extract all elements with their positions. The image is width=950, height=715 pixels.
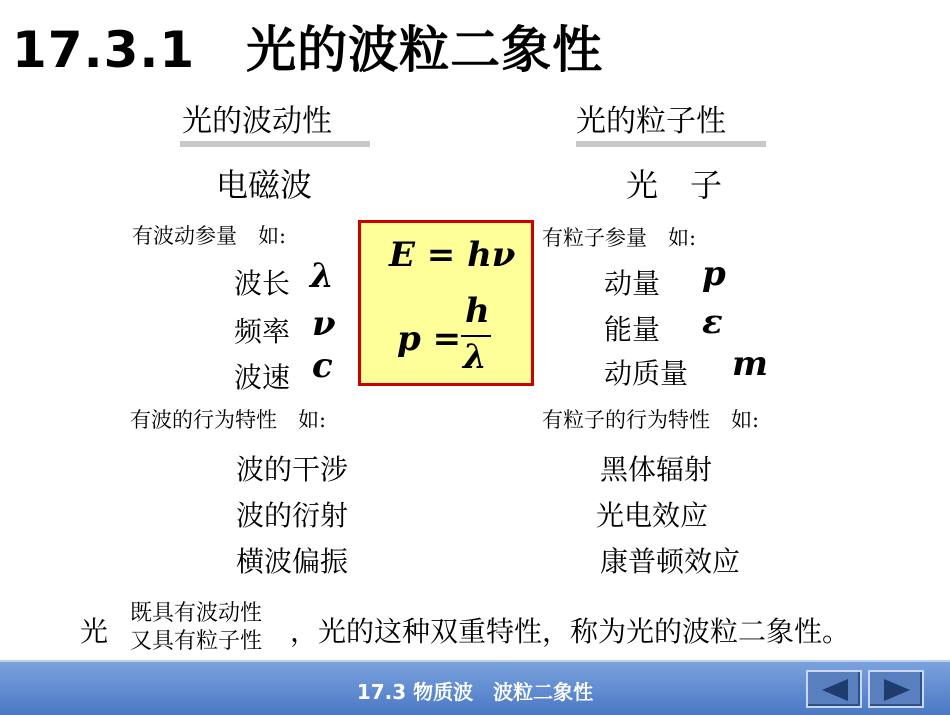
- momentum-formula-left: p =: [397, 319, 462, 359]
- next-slide-button[interactable]: [868, 670, 924, 708]
- triangle-right-icon: [882, 677, 912, 703]
- energy-formula: E = hν: [389, 235, 516, 275]
- wave-behavior-item: 波的衍射: [236, 499, 349, 532]
- wave-behavior-intro: 有波的行为特性 如:: [130, 408, 327, 432]
- momentum-denominator: λ: [463, 337, 487, 377]
- particle-subject: 光 子: [626, 166, 723, 204]
- particle-heading-underline: [576, 141, 766, 147]
- wavelength-symbol: λ: [310, 256, 334, 296]
- momentum-numerator: h: [465, 291, 490, 331]
- prev-slide-button[interactable]: [806, 670, 862, 708]
- frequency-symbol: ν: [312, 304, 336, 344]
- summary-conclusion: ，光的这种双重特性，称为光的波粒二象性。: [290, 615, 851, 648]
- wave-param-label: 频率: [234, 315, 291, 348]
- wave-heading-underline: [180, 141, 370, 147]
- wave-heading: 光的波动性: [182, 104, 332, 139]
- wave-param-label: 波长: [234, 267, 291, 300]
- footer-bar: [0, 660, 950, 715]
- particle-param-label: 能量: [604, 313, 661, 346]
- particle-param-label: 动量: [604, 267, 661, 300]
- particle-behavior-intro: 有粒子的行为特性 如:: [542, 408, 760, 432]
- particle-params-intro: 有粒子参量 如:: [542, 226, 697, 250]
- wave-behavior-item: 横波偏振: [236, 545, 349, 578]
- wave-behavior-item: 波的干涉: [236, 453, 349, 486]
- summary-line-top: 既具有波动性: [130, 601, 263, 626]
- energy-symbol: ε: [702, 302, 723, 342]
- footer-title: 17.3 物质波 波粒二象性: [356, 680, 594, 704]
- mass-symbol: m: [732, 344, 768, 384]
- particle-behavior-item: 康普顿效应: [600, 545, 741, 578]
- particle-heading: 光的粒子性: [576, 104, 726, 139]
- particle-behavior-item: 光电效应: [596, 499, 709, 532]
- summary-lead: 光: [80, 615, 109, 648]
- wave-subject: 电磁波: [216, 166, 313, 204]
- formula-box: [358, 220, 534, 386]
- particle-param-label: 动质量: [604, 357, 689, 390]
- wave-params-intro: 有波动参量 如:: [132, 224, 287, 248]
- wave-param-label: 波速: [234, 361, 291, 394]
- slide-title: 17.3.1 光的波粒二象性: [12, 21, 604, 79]
- summary-line-bottom: 又具有粒子性: [130, 629, 263, 654]
- wave-speed-symbol: c: [312, 346, 333, 386]
- momentum-symbol: p: [702, 254, 726, 294]
- triangle-left-icon: [820, 677, 850, 703]
- particle-behavior-item: 黑体辐射: [600, 453, 713, 486]
